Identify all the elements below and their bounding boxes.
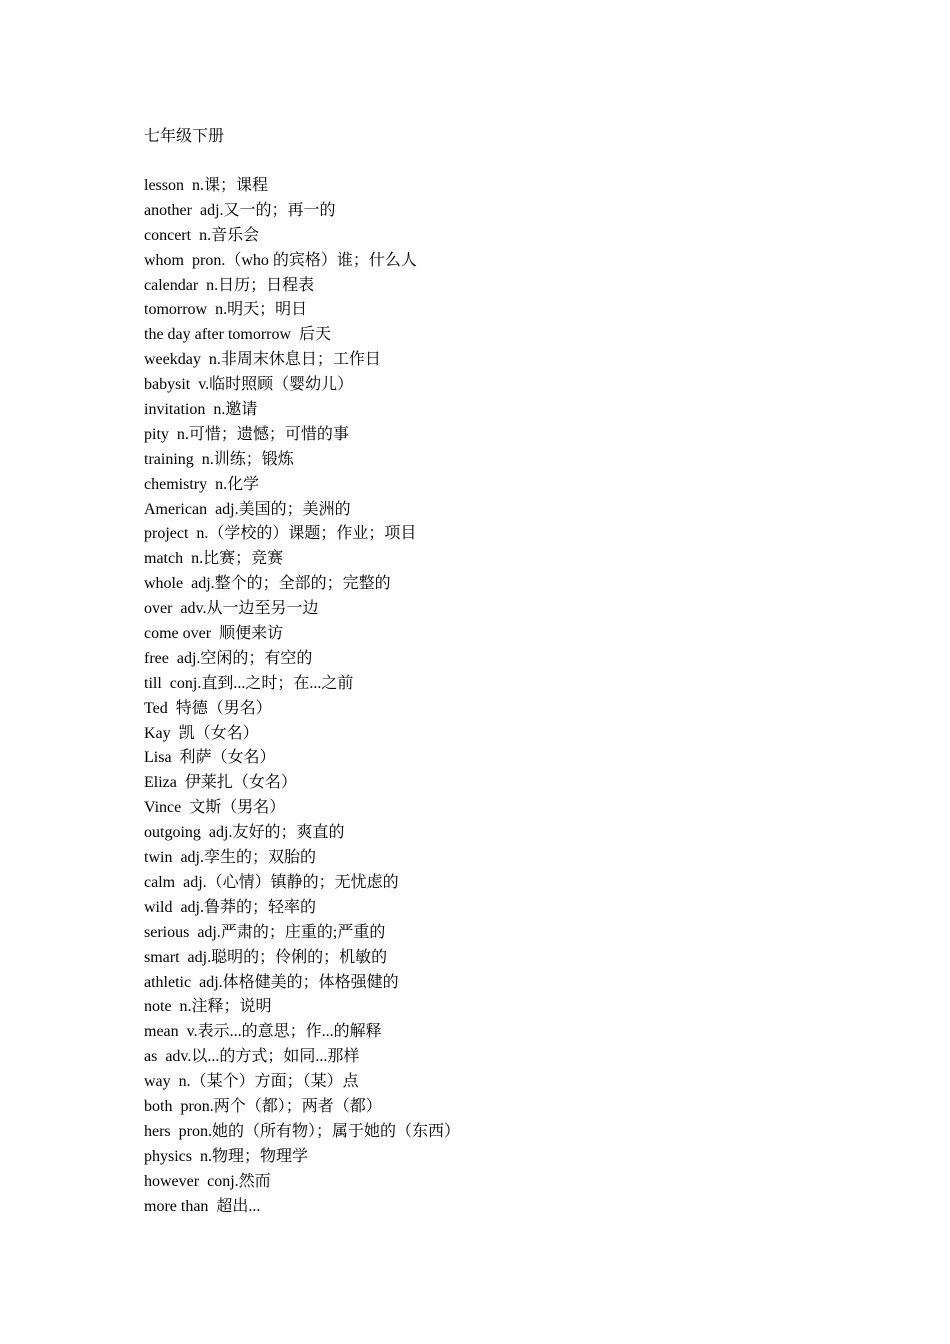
vocabulary-entry: twin adj.孪生的；双胎的 bbox=[144, 849, 316, 867]
vocabulary-entry: free adj.空闲的；有空的 bbox=[144, 649, 313, 667]
page-title: 七年级下册 bbox=[144, 128, 225, 145]
vocabulary-entry: tomorrow n.明天；明日 bbox=[144, 301, 308, 319]
vocabulary-entry: athletic adj.体格健美的；体格强健的 bbox=[144, 973, 399, 991]
vocabulary-entry: Eliza 伊莱扎（女名） bbox=[144, 774, 297, 792]
vocabulary-entry: another adj.又一的；再一的 bbox=[144, 201, 336, 219]
vocabulary-entry: chemistry n.化学 bbox=[144, 475, 260, 493]
vocabulary-entry: lesson n.课；课程 bbox=[144, 177, 269, 194]
vocabulary-entry: match n.比赛；竞赛 bbox=[144, 550, 284, 568]
vocabulary-entry: wild adj.鲁莽的；轻率的 bbox=[144, 898, 316, 916]
vocabulary-entry: Ted 特德（男名） bbox=[144, 699, 272, 717]
vocabulary-entry: whom pron.（who 的宾格）谁；什么人 bbox=[144, 251, 417, 269]
vocabulary-entry: pity n.可惜；遗憾；可惜的事 bbox=[144, 425, 349, 443]
vocabulary-entry: calendar n.日历；日程表 bbox=[144, 276, 315, 294]
vocabulary-entry: concert n.音乐会 bbox=[144, 226, 260, 244]
vocabulary-entry: way n.（某个）方面；（某）点 bbox=[144, 1073, 359, 1091]
vocabulary-entry: over adv.从一边至另一边 bbox=[144, 600, 319, 618]
vocabulary-entry: the day after tomorrow 后天 bbox=[144, 326, 332, 344]
vocabulary-entry: however conj.然而 bbox=[144, 1172, 271, 1190]
vocabulary-entry: come over 顺便来访 bbox=[144, 625, 284, 643]
vocabulary-entry: Vince 文斯（男名） bbox=[144, 799, 286, 817]
vocabulary-entry: outgoing adj.友好的；爽直的 bbox=[144, 824, 345, 842]
vocabulary-entry: smart adj.聪明的；伶俐的；机敏的 bbox=[144, 948, 388, 966]
vocabulary-entry: note n.注释；说明 bbox=[144, 998, 272, 1016]
vocabulary-entry: till conj.直到...之时；在...之前 bbox=[144, 674, 354, 692]
vocabulary-entry: training n.训练；锻炼 bbox=[144, 450, 294, 468]
vocabulary-entry: Lisa 利萨（女名） bbox=[144, 749, 276, 767]
vocabulary-entry: physics n.物理；物理学 bbox=[144, 1147, 309, 1165]
vocabulary-entry: serious adj.严肃的；庄重的;严重的 bbox=[144, 923, 386, 941]
vocabulary-entry: calm adj.（心情）镇静的；无忧虑的 bbox=[144, 873, 399, 891]
vocabulary-entry: project n.（学校的）课题；作业；项目 bbox=[144, 525, 417, 543]
vocabulary-entry: Kay 凯（女名） bbox=[144, 724, 259, 742]
vocabulary-entry: mean v.表示...的意思；作...的解释 bbox=[144, 1023, 382, 1041]
vocabulary-entry: hers pron.她的（所有物）；属于她的（东西） bbox=[144, 1122, 460, 1140]
vocabulary-entry: whole adj.整个的；全部的；完整的 bbox=[144, 575, 391, 593]
vocabulary-entry: both pron.两个（都）；两者（都） bbox=[144, 1097, 382, 1115]
vocabulary-list bbox=[144, 174, 460, 1219]
vocabulary-entry: weekday n.非周末休息日；工作日 bbox=[144, 351, 381, 369]
vocabulary-entry: invitation n.邀请 bbox=[144, 401, 258, 419]
vocabulary-entry: as adv.以...的方式；如同...那样 bbox=[144, 1048, 360, 1066]
vocabulary-entry: babysit v.临时照顾（婴幼儿） bbox=[144, 376, 354, 394]
vocabulary-entry: more than 超出... bbox=[144, 1197, 261, 1215]
vocabulary-entry: American adj.美国的；美洲的 bbox=[144, 500, 351, 518]
